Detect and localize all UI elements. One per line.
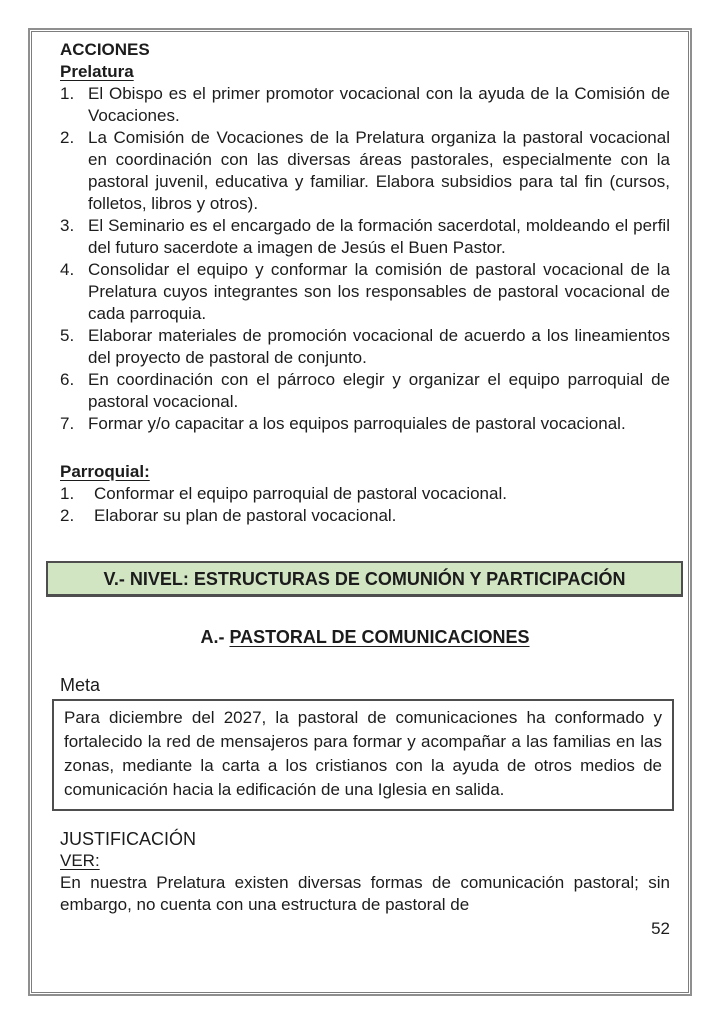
list-item-number: 7. — [60, 414, 75, 433]
page-border-frame-inner — [31, 31, 689, 993]
parroquial-heading: Parroquial: — [60, 462, 150, 481]
list-item-number: 6. — [60, 370, 75, 389]
list-item — [60, 325, 670, 369]
acciones-heading: ACCIONES — [60, 40, 150, 59]
section-prefix: A.- — [200, 627, 230, 647]
page-number: 52 — [651, 919, 670, 938]
list-item-text: La Comisión de Vocaciones de la Prelatura organiza la pastoral vocacional en coordinación con las diversas áreas pastorales, especialmente con la pastoral juvenil, educativa y familiar. Elabora subsidios para tal fin (cursos, folletos, libros y otros). — [88, 128, 670, 213]
list-item-number: 2. — [60, 128, 75, 147]
meta-label: Meta — [60, 675, 101, 695]
list-item-text: Formar y/o capacitar a los equipos parroquiales de pastoral vocacional. — [88, 414, 626, 433]
list-item — [60, 127, 670, 215]
section-heading — [60, 626, 670, 648]
meta-box: Para diciembre del 2027, la pastoral de comunicaciones ha conformado y fortalecido la red de mensajeros para formar y acompañar a las familias en las zonas, mediante la carta a los cristianos con la ayuda de otros medios de comunicación hacia la edificación de una Iglesia en salida. — [52, 699, 674, 811]
section-title: PASTORAL DE COMUNICACIONES — [229, 627, 530, 647]
list-item-text: Conformar el equipo parroquial de pastoral vocacional. — [94, 484, 507, 503]
ver-paragraph: En nuestra Prelatura existen diversas formas de comunicación pastoral; sin embargo, no cuenta con una estructura de pastoral de — [60, 873, 670, 914]
list-item-number: 4. — [60, 260, 75, 279]
page-content — [32, 32, 688, 940]
list-item — [60, 369, 670, 413]
list-item — [60, 215, 670, 259]
parroquial-list — [60, 483, 670, 527]
justificacion-heading: JUSTIFICACIÓN — [60, 829, 197, 849]
ver-label: VER: — [60, 851, 100, 870]
list-item — [60, 483, 670, 505]
list-item — [60, 83, 670, 127]
list-item-number: 2. — [60, 506, 75, 525]
list-item-number: 3. — [60, 216, 75, 235]
list-item-number: 1. — [60, 84, 75, 103]
list-item-text: En coordinación con el párroco elegir y organizar el equipo parroquial de pastoral vocacional. — [88, 370, 670, 411]
prelatura-heading: Prelatura — [60, 62, 134, 81]
list-item-text: Elaborar su plan de pastoral vocacional. — [94, 506, 397, 525]
list-item-text: Elaborar materiales de promoción vocacional de acuerdo a los lineamientos del proyecto de pastoral de conjunto. — [88, 326, 670, 367]
list-item-number: 1. — [60, 484, 75, 503]
list-item — [60, 413, 670, 435]
list-item — [60, 505, 670, 527]
list-item — [60, 259, 670, 325]
list-item-number: 5. — [60, 326, 75, 345]
nivel-banner: V.- NIVEL: ESTRUCTURAS DE COMUNIÓN Y PARTICIPACIÓN — [46, 561, 683, 597]
prelatura-list — [60, 83, 670, 435]
list-item-text: El Seminario es el encargado de la formación sacerdotal, moldeando el perfil del futuro sacerdote a imagen de Jesús el Buen Pastor. — [88, 216, 670, 257]
list-item-text: El Obispo es el primer promotor vocacional con la ayuda de la Comisión de Vocaciones. — [88, 84, 670, 125]
list-item-text: Consolidar el equipo y conformar la comisión de pastoral vocacional de la Prelatura cuyos integrantes son los responsables de pastoral vocacional de cada parroquia. — [88, 260, 670, 323]
page-border-frame — [28, 28, 692, 996]
